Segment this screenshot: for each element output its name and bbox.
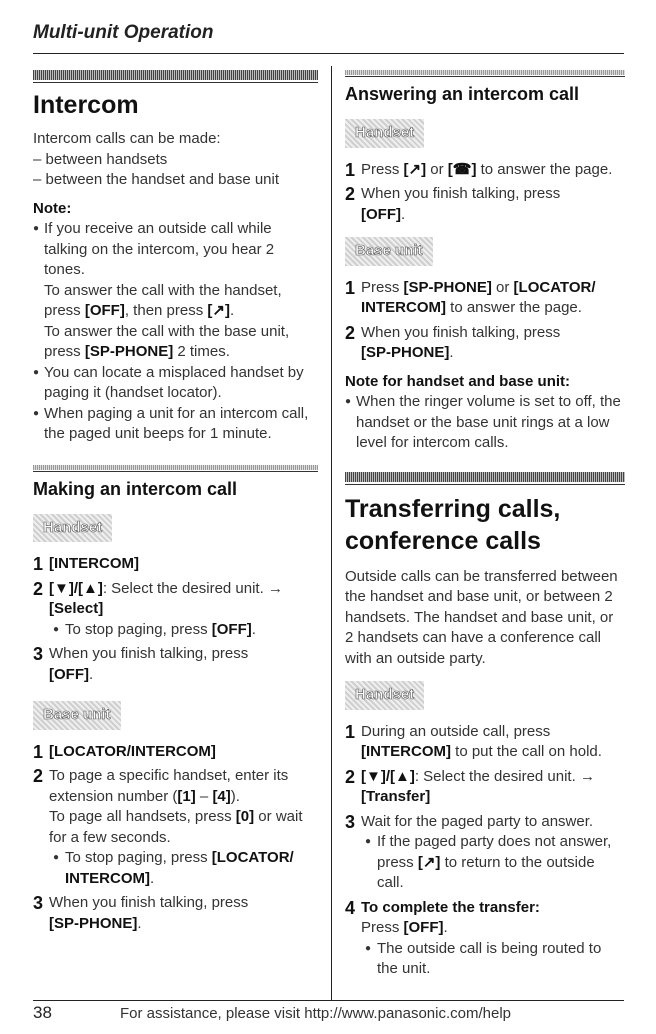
step: 3 When you finish talking, press [SP-PHONE]. (33, 893, 249, 932)
answering-title: Answering an intercom call (345, 84, 580, 104)
section-bar (33, 465, 318, 470)
note-item: ● You can locate a misplaced handset by paging it (handset locator). (33, 363, 318, 404)
note-item: ● When paging a unit for an intercom call, the paged unit beeps for 1 minute. (33, 404, 318, 445)
intercom-title: Intercom (33, 91, 139, 119)
section-rule (345, 484, 625, 485)
note-item: ● When the ringer volume is set to off, the handset or the base unit rings at a low level for intercom calls. (345, 392, 625, 454)
footer-rule (33, 1000, 624, 1001)
note-item: ● If you receive an outside call while talking on the intercom, you hear 2 tones. To answer the call with the handset, press [OFF], then press [↗]. To answer the call with the base unit, press [SP-PHONE] 2 times. (33, 219, 318, 363)
note-label: Note: (33, 199, 72, 217)
base-unit-badge: Base unit (33, 701, 121, 730)
handset-badge: Handset (33, 514, 112, 543)
section-rule (33, 82, 318, 83)
note-label: Note for handset and base unit: (345, 372, 571, 390)
section-rule (33, 471, 318, 472)
column-divider (331, 66, 332, 1001)
intercom-intro: Intercom calls can be made: (33, 130, 221, 147)
step: 1 Press [SP-PHONE] or [LOCATOR/ INTERCOM] to answer the page. (345, 277, 596, 316)
base-unit-badge: Base unit (345, 237, 433, 266)
step: 3 Wait for the paged party to answer. ● If the paged party does not answer, press [↗] to return to the outside call. (345, 812, 625, 894)
step: 4 To complete the transfer: Press [OFF]. ● The outside call is being routed to the unit. (345, 898, 625, 980)
section-bar (33, 70, 318, 80)
step: 2 To page a specific handset, enter its extension number ([1] – [4]). To page all handsets, press [0] or wait for a few seconds. ● To stop paging, press [LOCATOR/ INTERCOM]. (33, 766, 318, 889)
section-bar (345, 70, 625, 75)
step: 1 During an outside call, press [INTERCOM] to put the call on hold. (345, 721, 602, 760)
left-column (33, 70, 318, 934)
section-bar (345, 472, 625, 482)
intercom-item: – between handsets (33, 150, 168, 168)
step: 1 [LOCATOR/INTERCOM] (33, 741, 216, 762)
step: 1 [INTERCOM] (33, 554, 139, 574)
intercom-item: – between the handset and base unit (33, 171, 280, 188)
section-header: Multi-unit Operation (33, 22, 214, 43)
transfer-intro: Outside calls can be transferred between the handset and base unit, or between 2 handsets. The handset and base unit, or 2 handsets can have a conference call with an outside party. (345, 567, 618, 667)
right-column (345, 70, 625, 980)
section-rule (345, 76, 625, 77)
header-rule (33, 53, 624, 54)
step: 1 Press [↗] or [☎] to answer the page. (345, 159, 613, 180)
step: 3 When you finish talking, press [OFF]. (33, 644, 249, 683)
assistance-text: For assistance, please visit http://www.panasonic.com/help (120, 1005, 512, 1022)
step: 2 When you finish talking, press [SP-PHONE]. (345, 322, 561, 361)
step: 2 [▼]/[▲]: Select the desired unit. → [Select] ● To stop paging, press [OFF]. (33, 579, 318, 641)
page-number: 38 (33, 1003, 52, 1022)
step: 2 When you finish talking, press [OFF]. (345, 184, 561, 223)
handset-badge: Handset (345, 119, 424, 148)
step: 2 [▼]/[▲]: Select the desired unit. → [Transfer] (345, 766, 595, 805)
making-call-title: Making an intercom call (33, 478, 238, 499)
transfer-title: Transferring calls, conference calls (345, 494, 561, 555)
handset-badge: Handset (345, 681, 424, 710)
